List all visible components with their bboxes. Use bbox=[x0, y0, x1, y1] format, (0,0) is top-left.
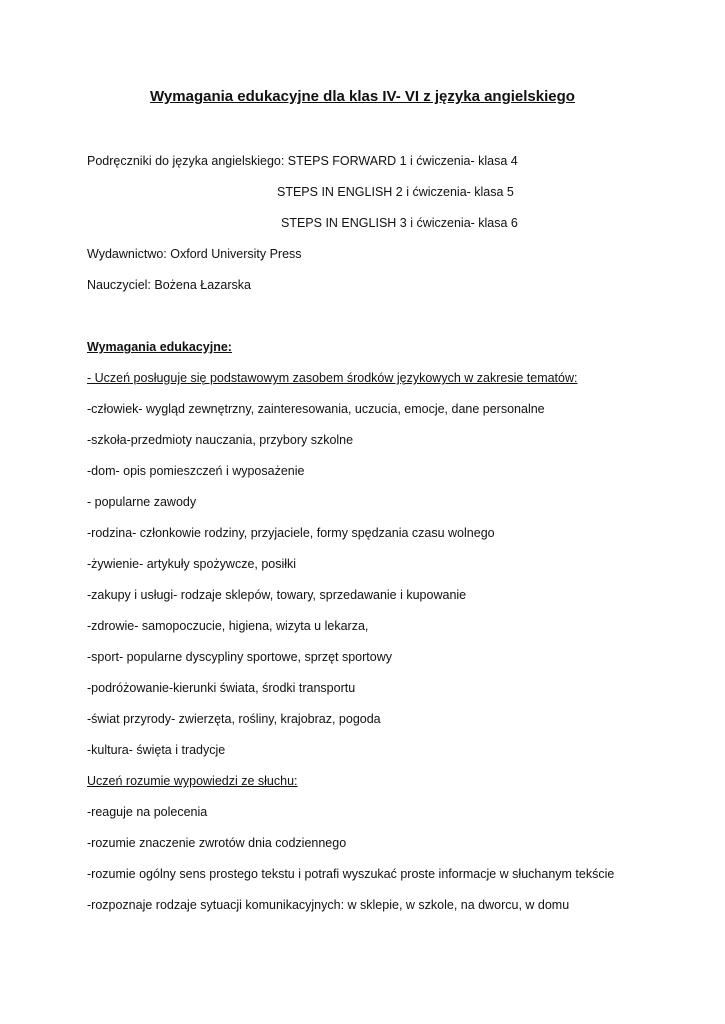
topic-item: -dom- opis pomieszczeń i wyposażenie bbox=[87, 464, 305, 478]
textbooks-line-3: STEPS IN ENGLISH 3 i ćwiczenia- klasa 6 bbox=[281, 216, 518, 230]
document-title: Wymagania edukacyjne dla klas IV- VI z języka angielskiego bbox=[150, 88, 575, 105]
topic-item: -zdrowie- samopoczucie, higiena, wizyta u lekarza, bbox=[87, 619, 369, 633]
topic-item: -świat przyrody- zwierzęta, rośliny, krajobraz, pogoda bbox=[87, 712, 381, 726]
listening-item: -rozpoznaje rodzaje sytuacji komunikacyjnych: w sklepie, w szkole, na dworcu, w domu bbox=[87, 898, 570, 912]
listening-item: -rozumie ogólny sens prostego tekstu i potrafi wyszukać proste informacje w słuchanym tekście bbox=[87, 867, 615, 881]
textbooks-line-1: Podręczniki do języka angielskiego: STEPS FORWARD 1 i ćwiczenia- klasa 4 bbox=[87, 154, 518, 168]
topic-item: -kultura- święta i tradycje bbox=[87, 743, 226, 757]
listening-item: -reaguje na polecenia bbox=[87, 805, 208, 819]
topics-heading: - Uczeń posługuje się podstawowym zasobem środków językowych w zakresie tematów: bbox=[87, 371, 578, 385]
teacher-line: Nauczyciel: Bożena Łazarska bbox=[87, 278, 251, 292]
topic-item: -sport- popularne dyscypliny sportowe, sprzęt sportowy bbox=[87, 650, 392, 664]
topic-item: -zakupy i usługi- rodzaje sklepów, towary, sprzedawanie i kupowanie bbox=[87, 588, 467, 602]
topic-item: -człowiek- wygląd zewnętrzny, zainteresowania, uczucia, emocje, dane personalne bbox=[87, 402, 545, 416]
publisher-line: Wydawnictwo: Oxford University Press bbox=[87, 247, 302, 261]
topic-item: -szkoła-przedmioty nauczania, przybory szkolne bbox=[87, 433, 354, 447]
topic-item: -podróżowanie-kierunki świata, środki transportu bbox=[87, 681, 356, 695]
topic-item: -żywienie- artykuły spożywcze, posiłki bbox=[87, 557, 297, 571]
topic-item: - popularne zawody bbox=[87, 495, 197, 509]
topic-item: -rodzina- członkowie rodziny, przyjaciele, formy spędzania czasu wolnego bbox=[87, 526, 495, 540]
listening-heading: Uczeń rozumie wypowiedzi ze słuchu: bbox=[87, 774, 298, 788]
requirements-heading: Wymagania edukacyjne: bbox=[87, 340, 232, 354]
listening-item: -rozumie znaczenie zwrotów dnia codziennego bbox=[87, 836, 347, 850]
textbooks-line-2: STEPS IN ENGLISH 2 i ćwiczenia- klasa 5 bbox=[277, 185, 514, 199]
